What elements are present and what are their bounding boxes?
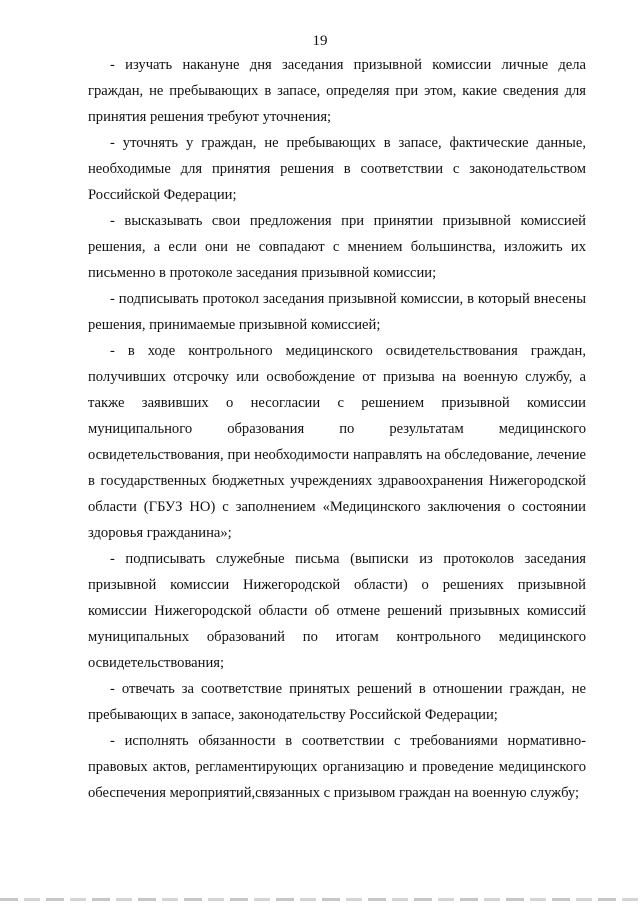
paragraph-control-examination: - в ходе контрольного медицинского освидетельствования граждан, получивших отсрочку или освобождение от призыва на военную службу, а также заявивших о несогласии с решением призывной комиссии муниципального образования по результатам медицинского освидетельствования, при необходимости направлять на обследование, лечение в государственных бюджетных учреждениях здравоохранения Нижегородской области (ГБУЗ НО) с заполнением «Медицинского заключения о состоянии здоровья гражданина»; — [88, 343, 586, 541]
paragraph-clarify-data: - уточнять у граждан, не пребывающих в запасе, фактические данные, необходимые для принятия решения в соответствии с законодательством Российской Федерации; — [88, 135, 586, 203]
paragraph-perform-duties: - исполнять обязанности в соответствии с требованиями нормативно-правовых актов, регламентирующих организацию и проведение медицинского обеспечения мероприятий,связанных с призывом граждан на военную службу; — [88, 733, 586, 801]
paragraph-responsibility: - отвечать за соответствие принятых решений в отношении граждан, не пребывающих в запасе, законодательству Российской Федерации; — [88, 681, 586, 723]
paragraph-study-personal-files: - изучать накануне дня заседания призывной комиссии личные дела граждан, не пребывающих в запасе, определяя при этом, какие сведения для принятия решения требуют уточнения; — [88, 57, 586, 125]
paragraph-sign-official-letters: - подписывать служебные письма (выписки из протоколов заседания призывной комиссии Нижегородской области) о решениях призывной комиссии Нижегородской области об отмене решений призывных комиссий муниципальных образований по итогам контрольного медицинского освидетельствования; — [88, 551, 586, 671]
page-number: 19 — [312, 33, 328, 49]
scan-bottom-edge — [0, 898, 640, 901]
paragraph-express-proposals: - высказывать свои предложения при принятии призывной комиссией решения, а если они не совпадают с мнением большинства, изложить их письменно в протоколе заседания призывной комиссии; — [88, 213, 586, 281]
paragraph-sign-protocol: - подписывать протокол заседания призывной комиссии, в который внесены решения, принимаемые призывной комиссией; — [88, 291, 586, 333]
document-body — [88, 52, 586, 806]
